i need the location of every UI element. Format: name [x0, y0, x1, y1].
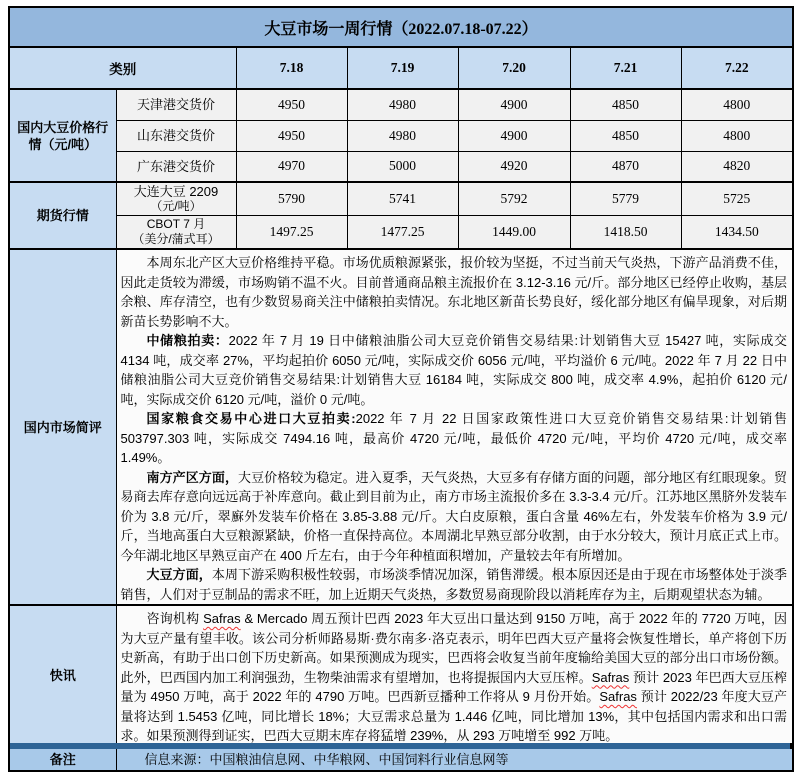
contract-unit: （美分/蒲式耳）: [132, 232, 220, 246]
price-value: 4850: [570, 120, 681, 151]
spellcheck-word: Safras: [203, 611, 241, 626]
futures-value: 1418.50: [570, 216, 681, 250]
commentary-row: [9, 249, 793, 605]
date-header: 7.18: [236, 47, 347, 89]
price-value: 4970: [236, 151, 347, 182]
row-label-shandong: 山东港交货价: [116, 120, 236, 151]
paragraph: [121, 409, 788, 468]
table-row: [9, 151, 793, 182]
commentary-label: 国内市场简评: [9, 249, 116, 605]
row-label-dalian-2209: [116, 182, 236, 216]
date-header: 7.21: [570, 47, 681, 89]
date-header: 7.22: [681, 47, 793, 89]
price-value: 4950: [236, 89, 347, 120]
table-row: [9, 120, 793, 151]
futures-value: 5790: [236, 182, 347, 216]
paragraph-lead-in: 南方产区方面，: [146, 469, 239, 485]
remark-label: 备注: [9, 747, 116, 771]
paragraph-lead-in: 大豆方面，: [146, 567, 212, 582]
price-value: 4980: [347, 120, 458, 151]
table-row: [9, 89, 793, 120]
paragraph: [121, 331, 788, 409]
paragraph: [121, 609, 788, 746]
date-header: 7.20: [458, 47, 570, 89]
price-value: 4800: [681, 120, 793, 151]
futures-value: 1477.25: [347, 216, 458, 250]
price-value: 4900: [458, 89, 570, 120]
date-header: 7.19: [347, 47, 458, 89]
paragraph: [121, 253, 788, 331]
text-segment: 预计 2023 年巴西大豆压榨量为 4950 万吨，高于 2022 年的 4790 万吨。巴西新豆播种工作将从 9 月份开始。: [120, 669, 788, 704]
news-text: [116, 605, 793, 747]
text-segment: & Mercado 周五预计巴西 2023 年大豆出口量达到 9150 万吨，高于 2022 年的 7720 万吨，因为大豆产量有望丰收。该公司分析师路易斯·费尔南多·洛克表示，明年巴西大豆产量将会恢复性增长，单产将创下历史新高，有助于出口创下历史新高。如果预测成为现实，巴西将会收复当前年度输给美国大豆的部分出口市场份额。此外，巴西国内加工利润强劲，生物柴油需求有望增加，也将提振国内大豆压榨。: [120, 611, 788, 685]
contract-name: 大连大豆 2209: [133, 184, 219, 199]
commentary-text: [116, 249, 793, 605]
price-value: 4870: [570, 151, 681, 182]
paragraph-lead-in: 国家粮食交易中心进口大豆拍卖:: [146, 411, 356, 426]
price-value: 4800: [681, 89, 793, 120]
text-segment: 咨询机构: [146, 611, 204, 626]
weekly-market-table: [8, 6, 794, 772]
row-label-tianjin: 天津港交货价: [116, 89, 236, 120]
text-segment: 大豆价格较为稳定。进入夏季，天气炎热，大豆多有存储方面的问题，部分地区有红眼现象。贸易商去库存意向远远高于补库意向。截止到目前为止，南方市场主流报价多在 3.3-3.4 元/斤。江苏地区黑脐外发装车价为 3.8 元/斤，翠㢝外发装车价格在 3.85-3.88 元/斤。大白皮原粮，蛋白含量 46%左右，外发装车价格为 3.9 元/斤，当地高蛋白大豆粮源紧缺，价格一直保持高位。本周湖北早熟豆部分收割，由于水分较大，预计月底正式上市。今年湖北地区早熟豆亩产在 400 斤左右，由于今年种植面积增加，产量较去年有所增加。: [120, 469, 788, 563]
futures-value: 5792: [458, 182, 570, 216]
price-value: 4920: [458, 151, 570, 182]
contract-name: CBOT 7 月: [146, 217, 206, 231]
table-row: [9, 216, 793, 250]
futures-value: 5741: [347, 182, 458, 216]
row-label-cbot-july: [116, 216, 236, 250]
price-value: 4820: [681, 151, 793, 182]
text-segment: 2022 年 7 月 19 日中储粮油脂公司大豆竞价销售交易结果:计划销售大豆 15427 吨，实际成交 4134 吨，成交率 27%，平均起拍价 6050 元/吨，实际成交价 6056 元/吨，平均溢价 6 元/吨。2022 年 7 月 22 日中储粮油脂公司大豆竞价销售交易结果:计划销售大豆 16184 吨，实际成交 800 吨，成交率 4.9%，起拍价 6120 元/吨，实际成交价 6120 元/吨，溢价 0 元/吨。: [120, 333, 788, 407]
futures-value: 1497.25: [236, 216, 347, 250]
price-value: 4950: [236, 120, 347, 151]
price-value: 4850: [570, 89, 681, 120]
text-segment: 本周下游采购积极性较弱，市场淡季情况加深，销售滞缓。根本原因还是由于现在市场整体处于淡季销售，人们对于豆制品的需求不旺，加上近期天气炎热，多数贸易商现阶段以消耗库存为主，后期观望状态为辅。: [120, 567, 788, 602]
paragraph-lead-in: 中储粮拍卖：: [146, 333, 229, 348]
spellcheck-word: Safras: [599, 689, 637, 704]
futures-value: 1434.50: [681, 216, 793, 250]
next-section-strip: [8, 743, 792, 749]
category-header: 类别: [9, 47, 236, 89]
page-title: 大豆市场一周行情（2022.07.18-07.22）: [9, 7, 793, 47]
futures-value: 1449.00: [458, 216, 570, 250]
news-row: [9, 605, 793, 747]
row-label-guangdong: 广东港交货价: [116, 151, 236, 182]
futures-value: 5725: [681, 182, 793, 216]
text-segment: 2022 年 7 月 22 日国家政策性进口大豆竞价销售交易结果:计划销售 503797.303 吨，实际成交 7494.16 吨，最高价 4720 元/吨，最低价 4720 元/吨，平均价 4720 元/吨，成交率 1.49%。: [120, 411, 788, 465]
spellcheck-word: Safras: [591, 669, 630, 685]
paragraph: [121, 468, 788, 566]
futures-section-label: 期货行情: [9, 182, 116, 249]
remark-row: [9, 747, 793, 771]
text-segment: 预计 2022/23 年度大豆产量将达到 1.5453 亿吨，同比增长 18%；大豆需求总量为 1.446 亿吨，同比增加 13%，其中包括国内需求和出口需求。如果预测得到证实，巴西大豆期末库存将猛增 239%，从 293 万吨增至 992 万吨。: [120, 689, 788, 743]
price-value: 4980: [347, 89, 458, 120]
remark-text: 信息来源：中国粮油信息网、中华粮网、中国饲料行业信息网等: [116, 747, 793, 771]
price-value: 5000: [347, 151, 458, 182]
price-value: 4900: [458, 120, 570, 151]
text-segment: 本周东北产区大豆价格维持平稳。市场优质粮源紧张，报价较为坚挺，不过当前天气炎热，下游产品消费不佳，因此走货较为滞缓，市场购销不温不火。目前普通商品粮主流报价在 3.12-3.16 元/斤。部分地区已经停止收购，基层余粮、库存清空，也有少数贸易商关注中储粮拍卖情况。东北地区新苗长势良好，绥化部分地区有偏旱现象，对后期新苗长势影响不大。: [120, 255, 788, 329]
table-row: [9, 182, 793, 216]
contract-unit: （元/吨）: [150, 199, 202, 213]
futures-value: 5779: [570, 182, 681, 216]
price-section-label: 国内大豆价格行情（元/吨）: [9, 89, 116, 182]
news-label: 快讯: [9, 605, 116, 747]
paragraph: [121, 565, 788, 604]
